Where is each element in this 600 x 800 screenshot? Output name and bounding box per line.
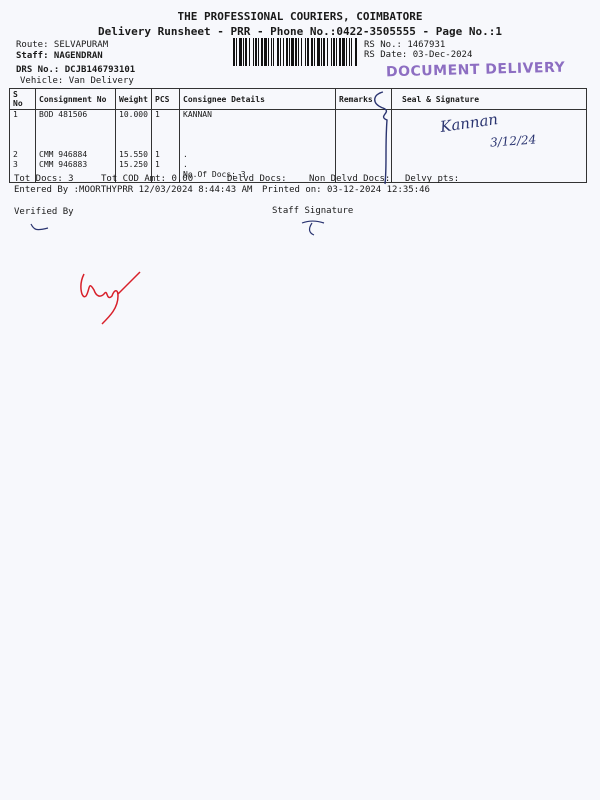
- pcs-value: 1: [155, 110, 160, 119]
- weight-value: 10.000: [119, 110, 148, 119]
- tot-docs: Tot Docs: 3: [14, 174, 74, 184]
- document-delivery-stamp: DOCUMENT DELIVERY: [385, 59, 566, 81]
- rs-date: RS Date: 03-Dec-2024: [364, 50, 473, 60]
- col-header-pcs: PCS: [152, 89, 180, 110]
- weight-value: 15.250: [119, 160, 148, 169]
- entered-by: Entered By :MOORTHYPRR 12/03/2024 8:44:43 AM: [14, 185, 253, 195]
- consignee-name: .: [183, 160, 188, 169]
- non-delvd-docs: Non Delvd Docs:: [309, 174, 391, 184]
- remarks-pen-stroke: [365, 86, 405, 186]
- route-field: Route: SELVAPURAM: [16, 40, 109, 50]
- weight-value: 15.550: [119, 150, 148, 159]
- col-header-consignee: Consignee Details: [180, 89, 336, 110]
- drs-number: DRS No.: DCJB146793101: [16, 65, 136, 75]
- vehicle-field: Vehicle: Van Delivery: [20, 76, 134, 86]
- pcs-value: 1: [155, 160, 160, 169]
- table-row: 2: [13, 150, 18, 159]
- handwritten-date: 3/12/24: [489, 132, 537, 150]
- tot-cod-amt: Tot COD Amt: 0.00: [101, 174, 194, 184]
- table-row: 3: [13, 160, 18, 169]
- pcs-value: 1: [155, 150, 160, 159]
- rs-number: RS No.: 1467931: [364, 40, 446, 50]
- no-of-docs: No.Of Docs: 3: [183, 170, 246, 179]
- col-header-remarks: Remarks: [336, 89, 392, 110]
- printed-on: Printed on: 03-12-2024 12:35:46: [262, 185, 430, 195]
- consignment-number: CMM 946883: [39, 160, 88, 169]
- col-header-sno: S No: [10, 89, 36, 110]
- handwritten-signature: Kannan: [439, 110, 500, 136]
- sno-cell: [10, 110, 36, 183]
- col-header-weight: Weight: [116, 89, 152, 110]
- staff-signature-label: Staff Signature: [272, 206, 354, 216]
- consignment-number: CMM 946884: [39, 150, 88, 159]
- pcs-cell: [152, 110, 180, 183]
- col-header-seal-signature: Seal & Signature: [392, 89, 587, 110]
- table-row: 1: [13, 110, 18, 119]
- runsheet-subtitle: Delivery Runsheet - PRR - Phone No.:0422-3505555 - Page No.:1: [98, 25, 502, 38]
- red-signature-scribble: [74, 266, 146, 332]
- consignee-name: .: [183, 150, 188, 159]
- company-title: THE PROFESSIONAL COURIERS, COIMBATORE: [177, 10, 423, 23]
- delvy-pts: Delvy pts:: [405, 174, 460, 184]
- verified-initial-mark: [28, 220, 52, 234]
- weight-cell: [116, 110, 152, 183]
- consignment-cell: [36, 110, 116, 183]
- staff-field: Staff: NAGENDRAN: [16, 51, 103, 61]
- barcode: [232, 38, 358, 66]
- staff-initial-mark: [300, 217, 330, 237]
- delvd-docs: Delvd Docs:: [227, 174, 287, 184]
- consignee-cell: [180, 110, 336, 183]
- col-header-consignment: Consignment No: [36, 89, 116, 110]
- consignment-number: BOD 481506: [39, 110, 88, 119]
- verified-by-label: Verified By: [14, 207, 74, 217]
- consignee-name: KANNAN: [183, 110, 212, 119]
